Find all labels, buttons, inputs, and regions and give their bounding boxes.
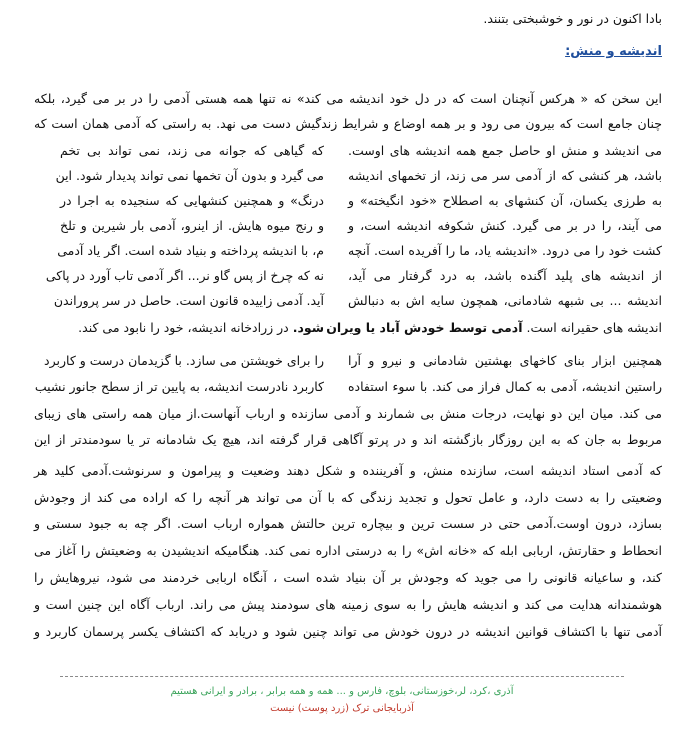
right-column-text: اندیشه های حقیرانه است. (526, 320, 662, 335)
left-column-line: آید. آدمی زاییده قانون است. حاصل در سر پروراندن (53, 293, 324, 308)
paragraph-line: این سخن که « هرکس آنچنان است که در دل خود اندیشه می کند» نه تنها همه هستی آدمی را در بر می گیرد، بلکه (34, 91, 662, 106)
footer-line-2: آذربایجانی ترک (زرد پوست) نیست (270, 703, 414, 714)
paragraph-line: چنان جامع است که بیرون می رود و بر همه اوضاع و شرایط زندگیش دست می نهد. به راستی که آدمی همان است که (34, 116, 662, 131)
intro-closing-line: بادا اکنون در نور و خوشبختی بتنند. (483, 11, 662, 26)
left-column-line: نه که چرخ از پس گاو نر... اگر آدمی تاب آورد در پاکی (45, 268, 324, 283)
paragraph-line: آدمی تنها با اکتشاف قوانین اندیشه در درون خودش می تواند چنین شود و دریابد که اکتشاف یکسر پرسمان کاربرد و (34, 624, 662, 639)
right-column-line (326, 319, 662, 337)
right-column-line: از اندیشه های پلید آگنده باشد، به درد گرفتار می آید، (348, 268, 662, 283)
footer-line-1: آذری ،کرد، لر،خوزستانی، بلوچ، فارس و ... همه و همه برابر ، برادر و ایرانی هستیم (170, 686, 514, 697)
left-column-bold-text: شود. (292, 320, 324, 335)
left-column-line: م، با اندیشه پرداخته و بنیاد شده است. اگر یاد آدمی (57, 243, 324, 258)
paragraph-line: وضعیتی را به دست دارد، و عامل تحول و تجدید زندگی که با آن می تواند هر آنچه را که اراده می کند از وجودش (34, 490, 662, 505)
right-column-line: می اندیشد و منش او حاصل جمع همه اندیشه های اوست. (348, 143, 662, 158)
paragraph-line: می کند. میان این دو نهایت، درجات منش بی شمارند و آدمی سازنده و ارباب آنهاست.از میان همه راستی های زیبای (34, 406, 662, 421)
left-column-line: درنگ» و همچنین کنشهایی که سنجیده به اجرا در (60, 193, 324, 208)
left-column-line: می گیرد و بدون آن تخمها نمی تواند پدیدار شود. این (55, 168, 324, 183)
right-column-line: باشد، هر کنشی که از آدمی سر می زند، از تخمهای اندیشه (348, 168, 662, 183)
right-column-line: همچنین ابزار بنای کاخهای بهشتین شادمانی و نیرو و آرا (348, 353, 662, 368)
left-column-line: را برای خویشتن می سازد. با گزیدمان درست و کاربرد (44, 353, 324, 368)
paragraph-line: مربوط به جان که به این روزگار بازگشته اند و در پرتو آگاهی قرار گرفته اند، هیچ یک شادمانه تر یا سودمندتر از این (34, 432, 662, 447)
left-column-line: و رنج میوه هایش. از اینرو، آدمی بار شیرین و تلخ (60, 218, 324, 233)
right-column-line: راستین اندیشه، آدمی به کمال فراز می کند. با سوء استفاده (348, 379, 662, 394)
left-column-line: که گیاهی که جوانه می زند، نمی تواند بی تخم (60, 143, 324, 158)
right-column-line: می آیند، را در بر می گیرد. کنش شکوفه اندیشه است، و (348, 218, 662, 233)
paragraph-line: هوشمندانه هدایت می کند و اندیشه هایش را به سوی زمینه های سودمند پیش می راند. ارباب آگاه این چنین است و (34, 597, 662, 612)
right-column-bold-text: آدمی توسط خودش آباد یا ویران (326, 320, 523, 335)
left-column-line (60, 319, 324, 337)
paragraph-line: بسازد، درون اوست.آدمی حتی در سست ترین و بیچاره ترین حالتش همواره ارباب است. اگر چه به جبود سستی و (34, 516, 662, 531)
paragraph-line: انحطاط و حقارتش، اربابی ابله که «خانه اش» را به درستی اداره نمی کند. هنگامیکه اندیشیدن به وضعیتش را آغاز می (34, 543, 662, 558)
footer-divider (60, 676, 624, 677)
right-column-line: کشت خود را می درود. «اندیشه یاد، ما را آفریده است. آنچه (348, 243, 662, 258)
section-heading: اندیشه و منش: (565, 44, 662, 59)
paragraph-line: که آدمی استاد اندیشه است، سازنده منش، و آفریننده و شکل دهند وضعیت و پیرامون و سرنوشت.آدمی کلید هر (34, 463, 662, 478)
right-column-line: اندیشه ... بی شبهه شادمانی، همچون سایه اش به دنبالش (348, 293, 662, 308)
paragraph-line: کند، و ساعیانه قانونی را می جوید که وجودش بر آن بنیاد شده است ، آنگاه اربابی خردمند می شود، نیروهایش را (34, 570, 662, 585)
left-column-line: کاربرد نادرست اندیشه، به پایین تر از سطح جانور نشیب (34, 379, 324, 394)
left-column-text: در زرادخانه اندیشه، خود را نابود می کند. (78, 320, 289, 335)
right-column-line: به طرزی یکسان، آن کنشهای به اصطلاح «خود انگیخته» و (348, 193, 662, 208)
